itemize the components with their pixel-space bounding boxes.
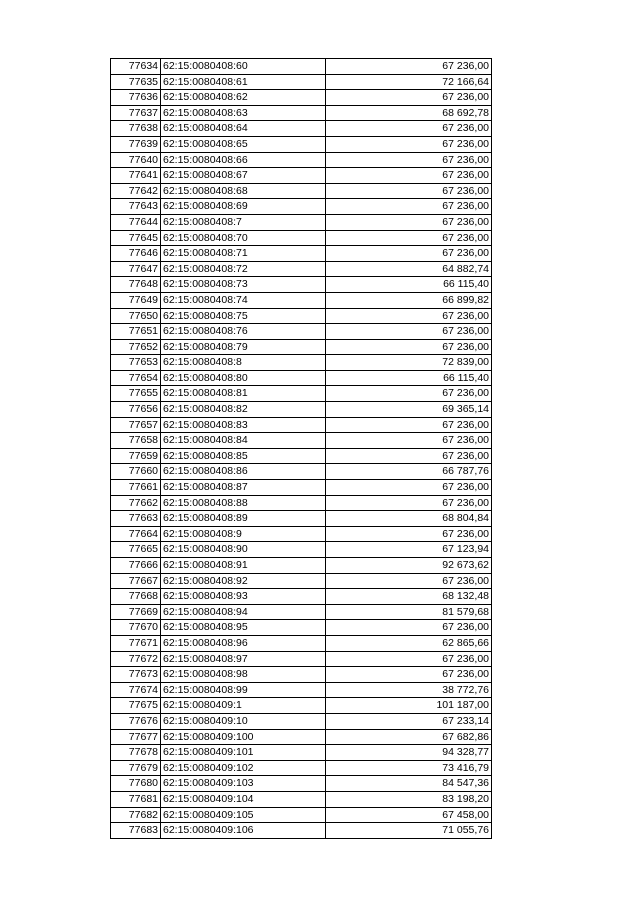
table-row bbox=[111, 59, 492, 75]
cadastral-value-cell: 67 236,00 bbox=[326, 214, 492, 230]
cadastral-number-cell: 62:15:0080408:62 bbox=[161, 90, 326, 106]
cadastral-number-cell: 62:15:0080408:90 bbox=[161, 542, 326, 558]
table-row bbox=[111, 448, 492, 464]
row-number-cell: 77655 bbox=[111, 386, 161, 402]
table-row bbox=[111, 698, 492, 714]
cadastral-value-cell: 67 236,00 bbox=[326, 59, 492, 75]
cadastral-value-cell: 68 132,48 bbox=[326, 589, 492, 605]
row-number-cell: 77677 bbox=[111, 729, 161, 745]
row-number-cell: 77664 bbox=[111, 526, 161, 542]
cadastral-number-cell: 62:15:0080409:101 bbox=[161, 745, 326, 761]
cadastral-value-cell: 67 236,00 bbox=[326, 526, 492, 542]
table-row bbox=[111, 121, 492, 137]
row-number-cell: 77641 bbox=[111, 168, 161, 184]
row-number-cell: 77651 bbox=[111, 324, 161, 340]
cadastral-number-cell: 62:15:0080408:96 bbox=[161, 635, 326, 651]
cadastral-number-cell: 62:15:0080408:76 bbox=[161, 324, 326, 340]
row-number-cell: 77674 bbox=[111, 682, 161, 698]
row-number-cell: 77656 bbox=[111, 402, 161, 418]
table-row bbox=[111, 791, 492, 807]
row-number-cell: 77646 bbox=[111, 246, 161, 262]
table-row bbox=[111, 277, 492, 293]
table-row bbox=[111, 355, 492, 371]
cadastral-number-cell: 62:15:0080408:73 bbox=[161, 277, 326, 293]
cadastral-number-cell: 62:15:0080408:70 bbox=[161, 230, 326, 246]
table-row bbox=[111, 542, 492, 558]
cadastral-value-cell: 67 236,00 bbox=[326, 90, 492, 106]
table-row bbox=[111, 776, 492, 792]
cadastral-value-cell: 67 236,00 bbox=[326, 183, 492, 199]
cadastral-value-cell: 67 236,00 bbox=[326, 386, 492, 402]
row-number-cell: 77658 bbox=[111, 433, 161, 449]
cadastral-number-cell: 62:15:0080408:68 bbox=[161, 183, 326, 199]
row-number-cell: 77670 bbox=[111, 620, 161, 636]
row-number-cell: 77673 bbox=[111, 667, 161, 683]
cadastral-number-cell: 62:15:0080408:79 bbox=[161, 339, 326, 355]
table-body bbox=[111, 59, 492, 839]
cadastral-value-cell: 67 236,00 bbox=[326, 152, 492, 168]
row-number-cell: 77647 bbox=[111, 261, 161, 277]
cadastral-value-cell: 67 236,00 bbox=[326, 417, 492, 433]
cadastral-value-cell: 67 236,00 bbox=[326, 230, 492, 246]
row-number-cell: 77662 bbox=[111, 495, 161, 511]
cadastral-value-cell: 68 804,84 bbox=[326, 511, 492, 527]
table-row bbox=[111, 620, 492, 636]
cadastral-value-cell: 67 123,94 bbox=[326, 542, 492, 558]
row-number-cell: 77644 bbox=[111, 214, 161, 230]
cadastral-value-cell: 67 458,00 bbox=[326, 807, 492, 823]
row-number-cell: 77638 bbox=[111, 121, 161, 137]
cadastral-value-cell: 72 166,64 bbox=[326, 74, 492, 90]
cadastral-number-cell: 62:15:0080408:8 bbox=[161, 355, 326, 371]
table-row bbox=[111, 324, 492, 340]
cadastral-value-cell: 81 579,68 bbox=[326, 604, 492, 620]
cadastral-number-cell: 62:15:0080408:65 bbox=[161, 136, 326, 152]
row-number-cell: 77639 bbox=[111, 136, 161, 152]
table-row bbox=[111, 183, 492, 199]
table-row bbox=[111, 402, 492, 418]
row-number-cell: 77645 bbox=[111, 230, 161, 246]
cadastral-number-cell: 62:15:0080408:61 bbox=[161, 74, 326, 90]
cadastral-number-cell: 62:15:0080408:98 bbox=[161, 667, 326, 683]
row-number-cell: 77657 bbox=[111, 417, 161, 433]
table-row bbox=[111, 136, 492, 152]
cadastral-number-cell: 62:15:0080408:81 bbox=[161, 386, 326, 402]
cadastral-value-cell: 67 236,00 bbox=[326, 121, 492, 137]
table-row bbox=[111, 667, 492, 683]
table-row bbox=[111, 464, 492, 480]
row-number-cell: 77682 bbox=[111, 807, 161, 823]
cadastral-number-cell: 62:15:0080408:71 bbox=[161, 246, 326, 262]
row-number-cell: 77661 bbox=[111, 480, 161, 496]
cadastral-value-cell: 67 236,00 bbox=[326, 620, 492, 636]
row-number-cell: 77675 bbox=[111, 698, 161, 714]
cadastral-number-cell: 62:15:0080408:85 bbox=[161, 448, 326, 464]
cadastral-value-cell: 66 115,40 bbox=[326, 277, 492, 293]
cadastral-number-cell: 62:15:0080409:103 bbox=[161, 776, 326, 792]
row-number-cell: 77663 bbox=[111, 511, 161, 527]
cadastral-number-cell: 62:15:0080408:97 bbox=[161, 651, 326, 667]
cadastral-number-cell: 62:15:0080408:9 bbox=[161, 526, 326, 542]
cadastral-value-cell: 92 673,62 bbox=[326, 558, 492, 574]
table-row bbox=[111, 807, 492, 823]
cadastral-value-cell: 67 236,00 bbox=[326, 246, 492, 262]
cadastral-number-cell: 62:15:0080408:66 bbox=[161, 152, 326, 168]
table-row bbox=[111, 573, 492, 589]
cadastral-value-cell: 67 236,00 bbox=[326, 573, 492, 589]
cadastral-number-cell: 62:15:0080408:93 bbox=[161, 589, 326, 605]
table-row bbox=[111, 261, 492, 277]
cadastral-number-cell: 62:15:0080408:82 bbox=[161, 402, 326, 418]
row-number-cell: 77654 bbox=[111, 370, 161, 386]
table-row bbox=[111, 729, 492, 745]
cadastral-value-cell: 67 233,14 bbox=[326, 713, 492, 729]
cadastral-value-cell: 62 865,66 bbox=[326, 635, 492, 651]
cadastral-value-cell: 64 882,74 bbox=[326, 261, 492, 277]
row-number-cell: 77660 bbox=[111, 464, 161, 480]
table-row bbox=[111, 760, 492, 776]
row-number-cell: 77659 bbox=[111, 448, 161, 464]
row-number-cell: 77669 bbox=[111, 604, 161, 620]
cadastral-number-cell: 62:15:0080408:60 bbox=[161, 59, 326, 75]
cadastral-number-cell: 62:15:0080408:83 bbox=[161, 417, 326, 433]
cadastral-value-cell: 72 839,00 bbox=[326, 355, 492, 371]
cadastral-number-cell: 62:15:0080409:105 bbox=[161, 807, 326, 823]
row-number-cell: 77634 bbox=[111, 59, 161, 75]
cadastral-number-cell: 62:15:0080408:80 bbox=[161, 370, 326, 386]
row-number-cell: 77636 bbox=[111, 90, 161, 106]
row-number-cell: 77683 bbox=[111, 823, 161, 839]
row-number-cell: 77649 bbox=[111, 292, 161, 308]
row-number-cell: 77648 bbox=[111, 277, 161, 293]
row-number-cell: 77652 bbox=[111, 339, 161, 355]
row-number-cell: 77665 bbox=[111, 542, 161, 558]
cadastral-value-cell: 67 236,00 bbox=[326, 339, 492, 355]
cadastral-value-cell: 69 365,14 bbox=[326, 402, 492, 418]
table-row bbox=[111, 823, 492, 839]
cadastral-value-cell: 71 055,76 bbox=[326, 823, 492, 839]
row-number-cell: 77667 bbox=[111, 573, 161, 589]
cadastral-value-table bbox=[110, 58, 492, 839]
row-number-cell: 77678 bbox=[111, 745, 161, 761]
table-row bbox=[111, 682, 492, 698]
cadastral-number-cell: 62:15:0080408:72 bbox=[161, 261, 326, 277]
cadastral-number-cell: 62:15:0080408:84 bbox=[161, 433, 326, 449]
table-row bbox=[111, 152, 492, 168]
table-row bbox=[111, 511, 492, 527]
row-number-cell: 77640 bbox=[111, 152, 161, 168]
row-number-cell: 77650 bbox=[111, 308, 161, 324]
table-row bbox=[111, 246, 492, 262]
cadastral-number-cell: 62:15:0080408:88 bbox=[161, 495, 326, 511]
cadastral-number-cell: 62:15:0080408:87 bbox=[161, 480, 326, 496]
table-row bbox=[111, 433, 492, 449]
cadastral-value-cell: 67 236,00 bbox=[326, 448, 492, 464]
cadastral-value-cell: 67 236,00 bbox=[326, 199, 492, 215]
cadastral-number-cell: 62:15:0080408:89 bbox=[161, 511, 326, 527]
table-row bbox=[111, 230, 492, 246]
table-row bbox=[111, 74, 492, 90]
cadastral-number-cell: 62:15:0080409:106 bbox=[161, 823, 326, 839]
cadastral-value-cell: 73 416,79 bbox=[326, 760, 492, 776]
cadastral-value-cell: 67 236,00 bbox=[326, 651, 492, 667]
table-row bbox=[111, 105, 492, 121]
row-number-cell: 77680 bbox=[111, 776, 161, 792]
cadastral-value-cell: 67 236,00 bbox=[326, 136, 492, 152]
table-row bbox=[111, 635, 492, 651]
table-row bbox=[111, 604, 492, 620]
row-number-cell: 77672 bbox=[111, 651, 161, 667]
row-number-cell: 77668 bbox=[111, 589, 161, 605]
table-row bbox=[111, 417, 492, 433]
row-number-cell: 77671 bbox=[111, 635, 161, 651]
table-row bbox=[111, 386, 492, 402]
table-row bbox=[111, 214, 492, 230]
cadastral-value-cell: 67 236,00 bbox=[326, 495, 492, 511]
cadastral-value-cell: 67 236,00 bbox=[326, 667, 492, 683]
cadastral-value-cell: 101 187,00 bbox=[326, 698, 492, 714]
table-row bbox=[111, 339, 492, 355]
table-row bbox=[111, 168, 492, 184]
row-number-cell: 77666 bbox=[111, 558, 161, 574]
cadastral-value-cell: 84 547,36 bbox=[326, 776, 492, 792]
cadastral-number-cell: 62:15:0080408:74 bbox=[161, 292, 326, 308]
cadastral-value-cell: 83 198,20 bbox=[326, 791, 492, 807]
cadastral-number-cell: 62:15:0080408:7 bbox=[161, 214, 326, 230]
cadastral-value-cell: 67 682,86 bbox=[326, 729, 492, 745]
cadastral-value-cell: 66 115,40 bbox=[326, 370, 492, 386]
cadastral-value-cell: 66 899,82 bbox=[326, 292, 492, 308]
cadastral-number-cell: 62:15:0080408:91 bbox=[161, 558, 326, 574]
cadastral-number-cell: 62:15:0080408:86 bbox=[161, 464, 326, 480]
cadastral-value-cell: 67 236,00 bbox=[326, 480, 492, 496]
table-row bbox=[111, 292, 492, 308]
table-row bbox=[111, 558, 492, 574]
row-number-cell: 77653 bbox=[111, 355, 161, 371]
table-row bbox=[111, 589, 492, 605]
cadastral-number-cell: 62:15:0080409:100 bbox=[161, 729, 326, 745]
table-row bbox=[111, 745, 492, 761]
table-row bbox=[111, 308, 492, 324]
row-number-cell: 77681 bbox=[111, 791, 161, 807]
cadastral-value-cell: 94 328,77 bbox=[326, 745, 492, 761]
row-number-cell: 77642 bbox=[111, 183, 161, 199]
cadastral-value-cell: 67 236,00 bbox=[326, 324, 492, 340]
row-number-cell: 77643 bbox=[111, 199, 161, 215]
row-number-cell: 77635 bbox=[111, 74, 161, 90]
cadastral-number-cell: 62:15:0080408:75 bbox=[161, 308, 326, 324]
table-row bbox=[111, 526, 492, 542]
row-number-cell: 77676 bbox=[111, 713, 161, 729]
cadastral-number-cell: 62:15:0080409:102 bbox=[161, 760, 326, 776]
cadastral-value-cell: 38 772,76 bbox=[326, 682, 492, 698]
cadastral-number-cell: 62:15:0080408:67 bbox=[161, 168, 326, 184]
cadastral-number-cell: 62:15:0080408:94 bbox=[161, 604, 326, 620]
cadastral-number-cell: 62:15:0080409:10 bbox=[161, 713, 326, 729]
cadastral-number-cell: 62:15:0080409:104 bbox=[161, 791, 326, 807]
cadastral-number-cell: 62:15:0080408:64 bbox=[161, 121, 326, 137]
table-row bbox=[111, 713, 492, 729]
table-row bbox=[111, 90, 492, 106]
table-row bbox=[111, 199, 492, 215]
table-row bbox=[111, 651, 492, 667]
cadastral-value-cell: 67 236,00 bbox=[326, 308, 492, 324]
cadastral-value-cell: 67 236,00 bbox=[326, 433, 492, 449]
cadastral-value-cell: 68 692,78 bbox=[326, 105, 492, 121]
cadastral-number-cell: 62:15:0080408:95 bbox=[161, 620, 326, 636]
cadastral-value-cell: 67 236,00 bbox=[326, 168, 492, 184]
cadastral-number-cell: 62:15:0080408:99 bbox=[161, 682, 326, 698]
table-row bbox=[111, 370, 492, 386]
cadastral-number-cell: 62:15:0080408:69 bbox=[161, 199, 326, 215]
cadastral-value-cell: 66 787,76 bbox=[326, 464, 492, 480]
row-number-cell: 77679 bbox=[111, 760, 161, 776]
table-row bbox=[111, 480, 492, 496]
cadastral-number-cell: 62:15:0080409:1 bbox=[161, 698, 326, 714]
cadastral-number-cell: 62:15:0080408:92 bbox=[161, 573, 326, 589]
row-number-cell: 77637 bbox=[111, 105, 161, 121]
table-row bbox=[111, 495, 492, 511]
cadastral-number-cell: 62:15:0080408:63 bbox=[161, 105, 326, 121]
